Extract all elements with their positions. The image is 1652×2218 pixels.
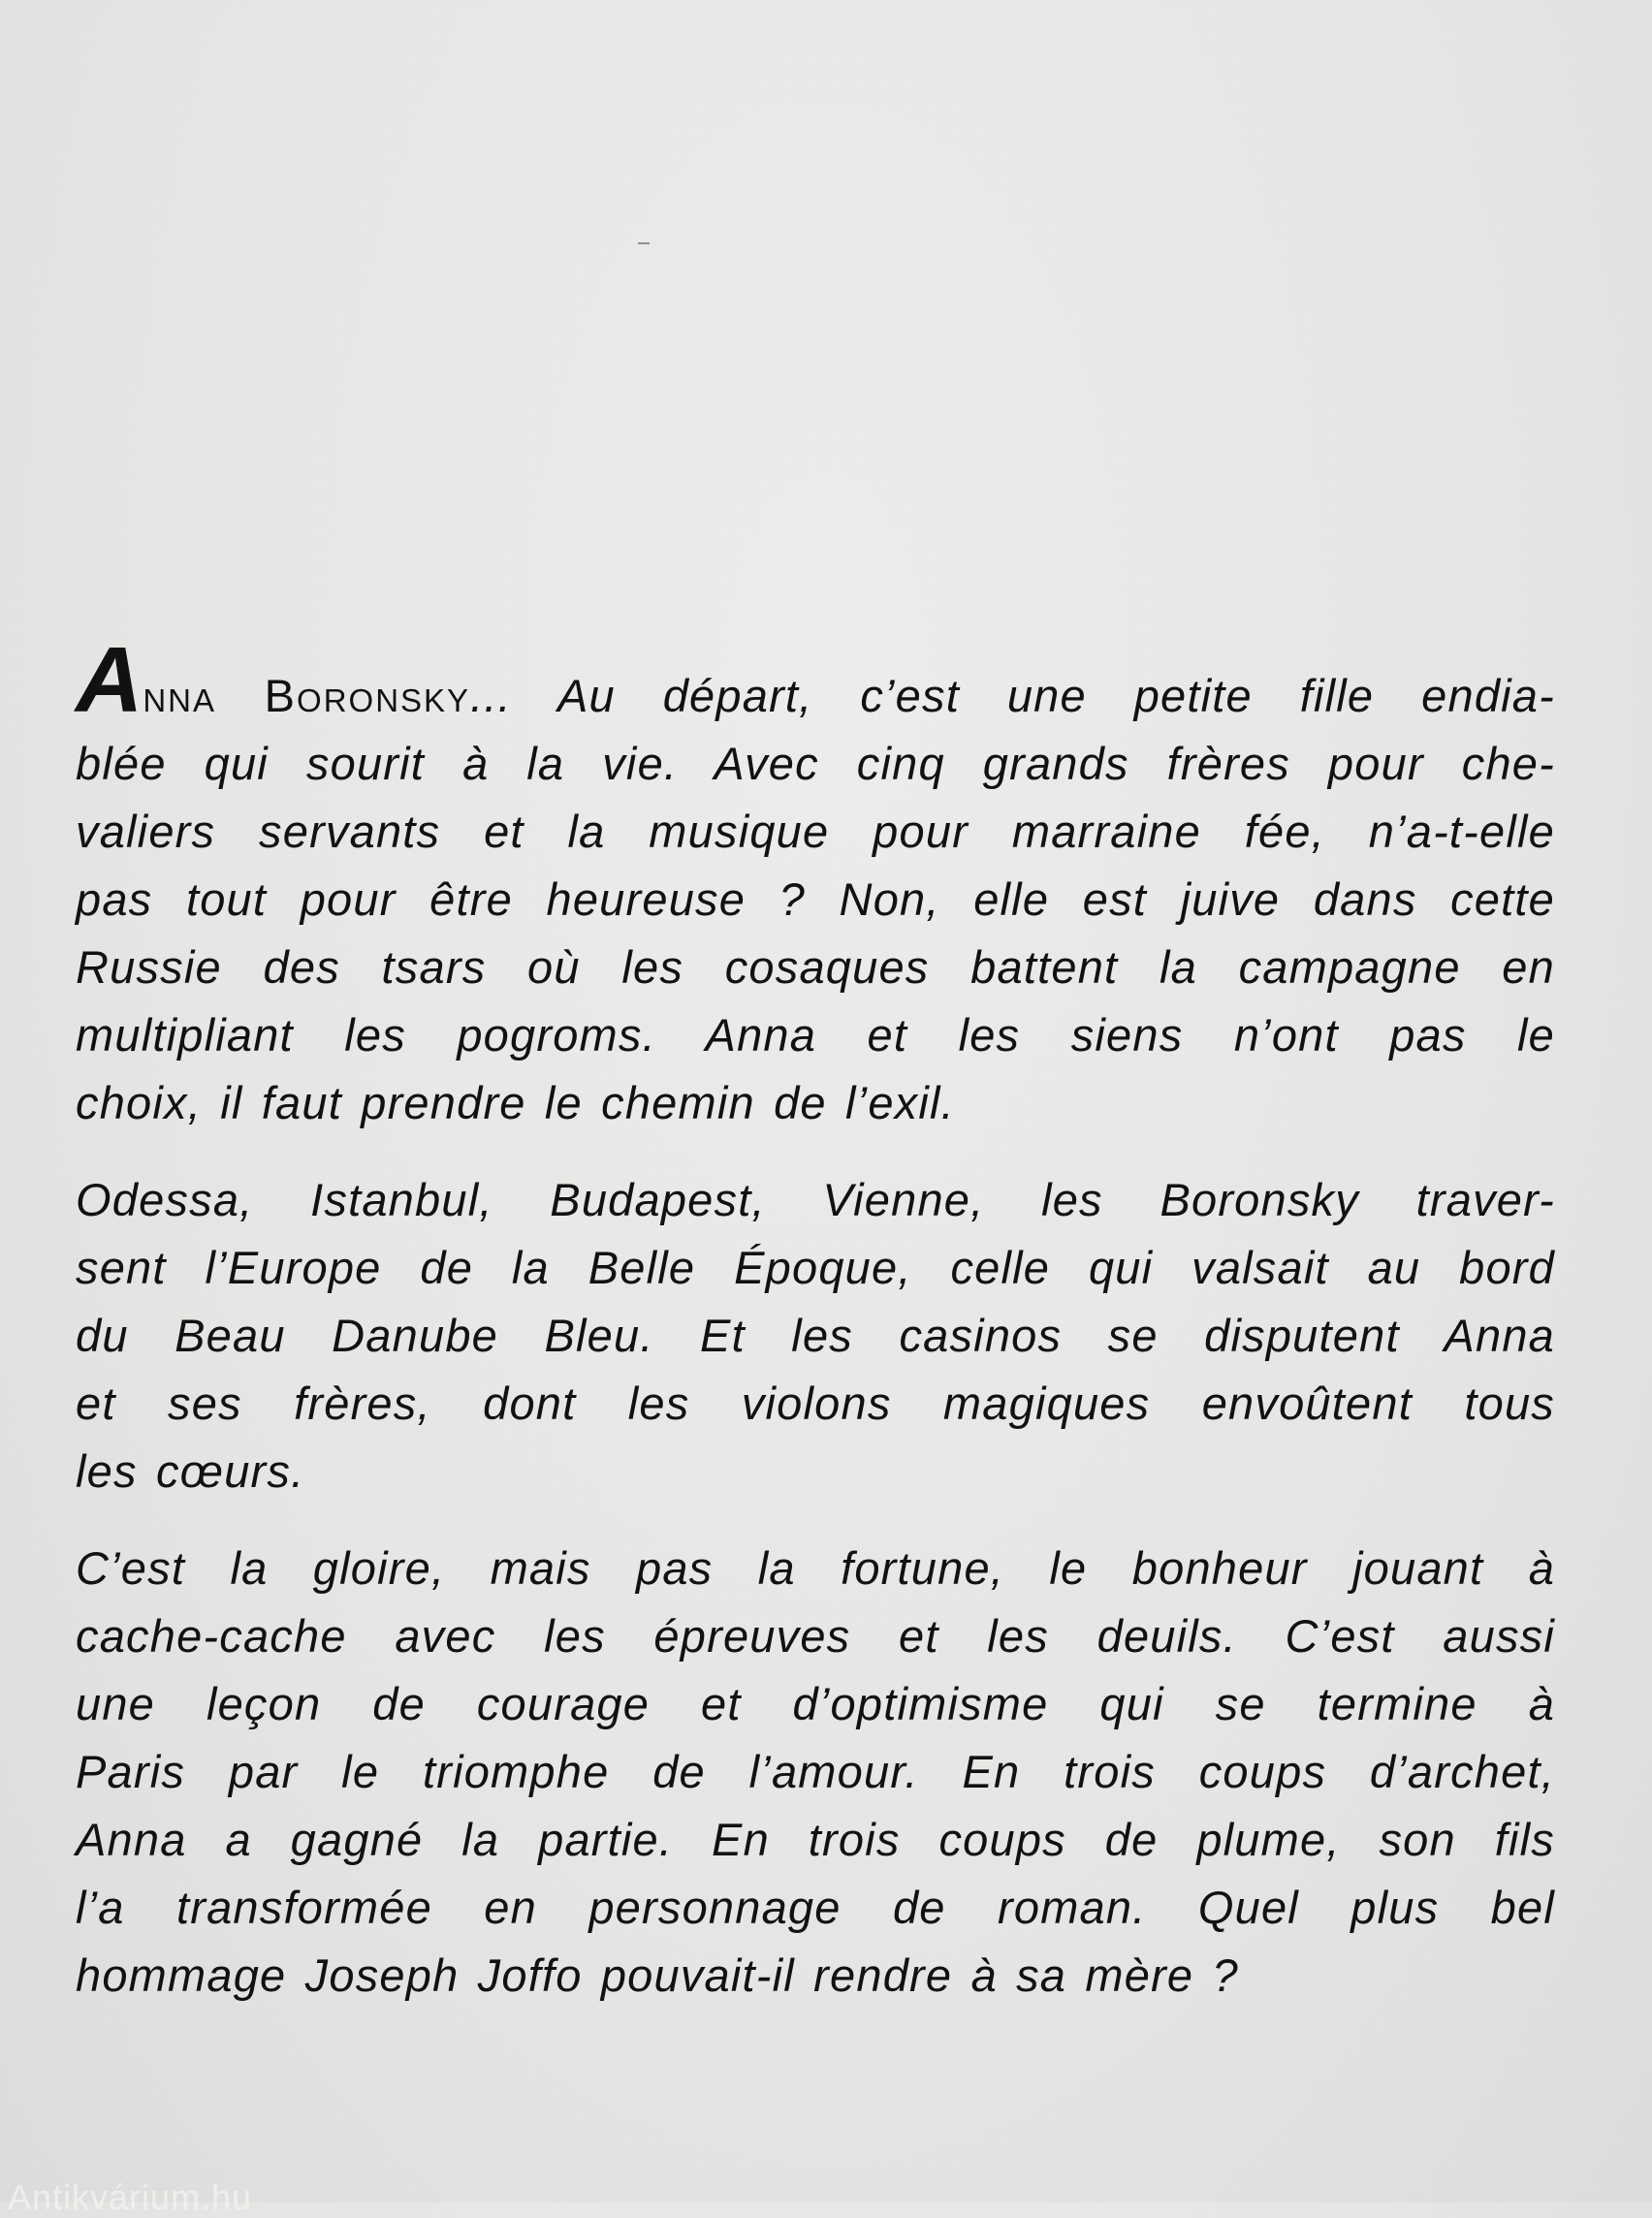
paper-speck xyxy=(638,242,650,244)
paragraph-line: du Beau Danube Bleu. Et les casinos se disputent Anna xyxy=(76,1310,1555,1361)
paragraph-line: C’est la gloire, mais pas la fortune, le bonheur jouant à xyxy=(76,1542,1555,1594)
paragraph-line: sent l’Europe de la Belle Époque, celle qui valsait au bord xyxy=(76,1242,1555,1293)
paragraph-line: pas tout pour être heureuse ? Non, elle est juive dans cette xyxy=(76,873,1555,925)
paragraph-line xyxy=(76,628,1555,732)
paragraph-line: Odessa, Istanbul, Budapest, Vienne, les Boronsky traver- xyxy=(76,1174,1555,1225)
paragraph-line: les cœurs. xyxy=(76,1445,305,1497)
paragraph-2 xyxy=(76,1166,1555,1505)
paragraph-line: valiers servants et la musique pour marraine fée, n’a-t-elle xyxy=(76,806,1555,857)
paragraph-line: multipliant les pogroms. Anna et les siens n’ont pas le xyxy=(76,1009,1555,1061)
paragraph-line: Anna a gagné la partie. En trois coups de plume, son fils xyxy=(76,1814,1555,1865)
back-cover-blurb xyxy=(76,628,1555,2039)
paragraph-line: et ses frères, dont les violons magiques envoûtent tous xyxy=(76,1378,1555,1429)
line-text: ... Au départ, c’est une petite fille endia- xyxy=(470,670,1555,721)
paragraph-1 xyxy=(76,628,1555,1137)
paragraph-line: Paris par le triomphe de l’amour. En trois coups d’archet, xyxy=(76,1746,1555,1797)
paragraph-line: cache-cache avec les épreuves et les deuils. C’est aussi xyxy=(76,1610,1555,1662)
paragraph-line: l’a transformée en personnage de roman. Quel plus bel xyxy=(76,1882,1555,1933)
watermark: Antikvárium.hu xyxy=(8,2177,253,2217)
paragraph-3 xyxy=(76,1535,1555,2010)
paragraph-line: hommage Joseph Joffo pouvait-il rendre à sa mère ? xyxy=(76,1949,1239,2001)
drop-cap: A xyxy=(76,628,143,732)
paragraph-line: blée qui sourit à la vie. Avec cinq grands frères pour che- xyxy=(76,738,1555,789)
author-name-smallcaps: nna Boronsky xyxy=(143,670,471,721)
paragraph-line: une leçon de courage et d’optimisme qui se termine à xyxy=(76,1678,1555,1729)
paragraph-line: choix, il faut prendre le chemin de l’exil. xyxy=(76,1077,955,1128)
paragraph-line: Russie des tsars où les cosaques battent la campagne en xyxy=(76,941,1555,993)
